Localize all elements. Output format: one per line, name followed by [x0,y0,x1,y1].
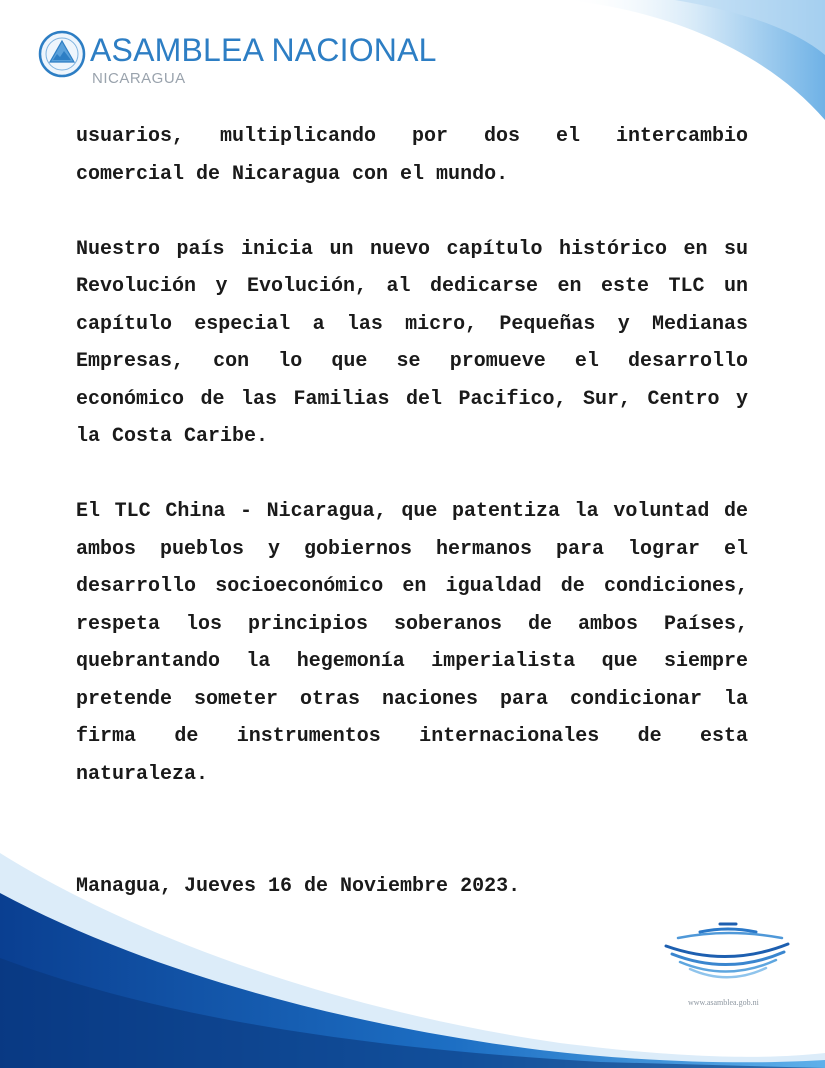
paragraph: Nuestro país inicia un nuevo capítulo histórico en su Revolución y Evolución, al dedicarse en este TLC un capítulo especial a las micro, Pequeñas y Medianas Empresas, con lo que se promueve el desarrollo económico de las Familias del Pacifico, Sur, Centro y la Costa Caribe. [76,237,748,448]
website-url: www.asamblea.gob.ni [688,998,759,1007]
assembly-emblem-icon [660,918,795,988]
place-and-date: Managua, Jueves 16 de Noviembre 2023. [76,875,521,898]
organization-name: ASAMBLEA NACIONAL [90,32,437,68]
paragraph: usuarios, multiplicando por dos el intercambio comercial de Nicaragua con el mundo. [76,125,748,186]
paragraph: El TLC China - Nicaragua, que patentiza la voluntad de ambos pueblos y gobiernos hermanos para lograr el desarrollo socioeconómico en igualdad de condiciones, respeta los principios soberanos de ambos Países, quebrantando la hegemonía imperialista que siempre pretende someter otras naciones para condicionar la firma de instrumentos internacionales de esta naturaleza. [76,500,748,786]
nicaragua-coat-of-arms-icon [38,30,86,78]
organization-country: NICARAGUA [92,70,186,87]
statement-body [76,118,748,831]
